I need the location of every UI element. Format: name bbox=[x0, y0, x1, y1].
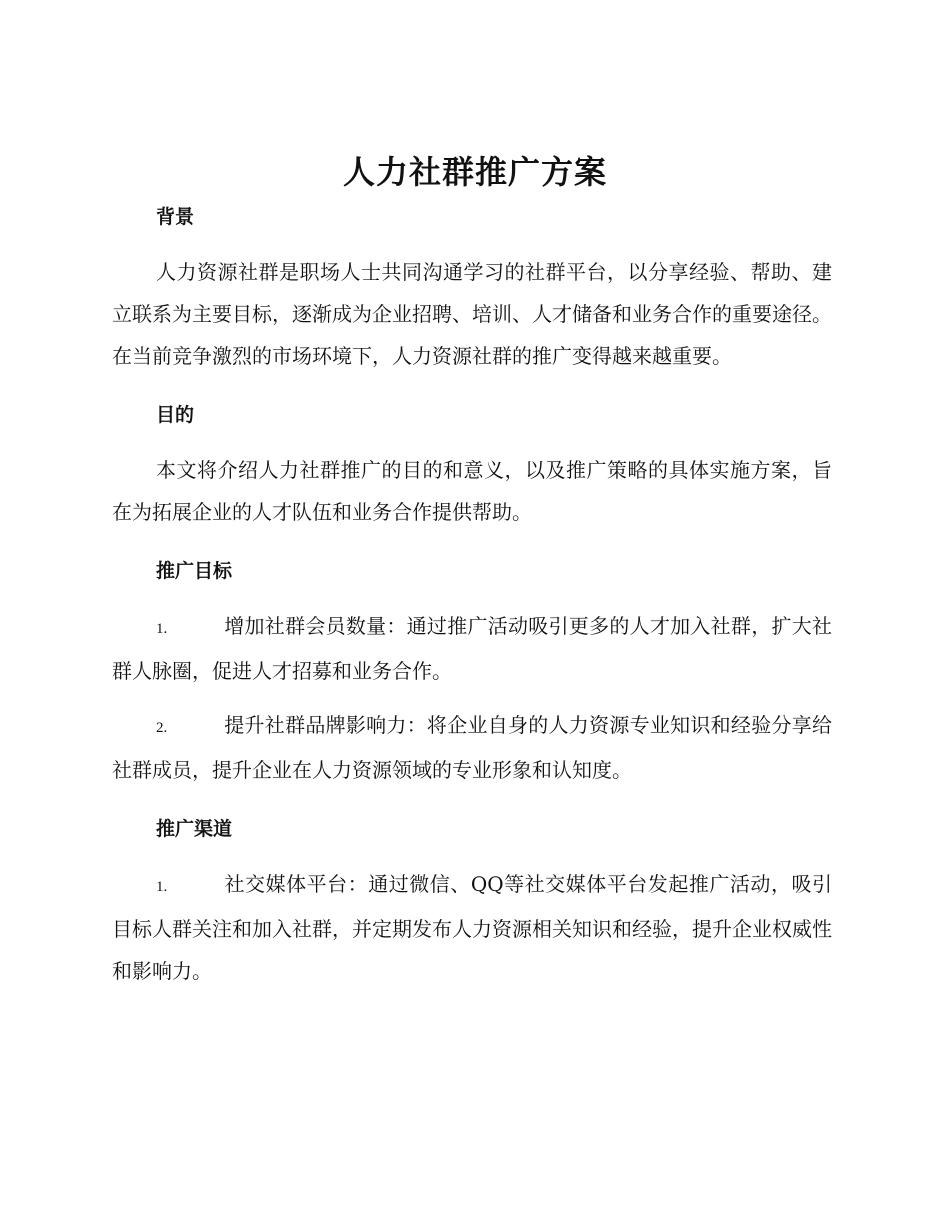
document-title: 人力社群推广方案 bbox=[342, 153, 607, 191]
list-item-text: 社交媒体平台：通过微信、QQ等社交媒体平台发起推广活动，吸引目标人群关注和加入社群，并定期发布人力资源相关知识和经验，提升企业权威性和影响力。 bbox=[112, 872, 832, 983]
section-background bbox=[112, 203, 832, 377]
section-heading: 推广目标 bbox=[156, 560, 233, 582]
list-item-text: 增加社群会员数量：通过推广活动吸引更多的人才加入社群，扩大社群人脉圈，促进人才招募和业务合作。 bbox=[112, 614, 832, 683]
list-item-number: 1. bbox=[156, 879, 168, 895]
section-paragraph: 人力资源社群是职场人士共同沟通学习的社群平台，以分享经验、帮助、建立联系为主要目标，逐渐成为企业招聘、培训、人才储备和业务合作的重要途径。在当前竞争激烈的市场环境下，人力资源社群的推广变得越来越重要。 bbox=[112, 260, 832, 368]
list-item-text: 提升社群品牌影响力：将企业自身的人力资源专业知识和经验分享给社群成员，提升企业在人力资源领域的专业形象和认知度。 bbox=[112, 713, 832, 782]
section-channels bbox=[112, 815, 832, 992]
section-purpose bbox=[112, 401, 832, 533]
list-item bbox=[112, 605, 832, 692]
list-item bbox=[112, 863, 832, 992]
list-item-number: 1. bbox=[156, 621, 168, 637]
list-item-number: 2. bbox=[156, 720, 168, 736]
section-heading: 推广渠道 bbox=[156, 818, 233, 840]
document-body bbox=[112, 203, 832, 992]
section-paragraph: 本文将介绍人力社群推广的目的和意义，以及推广策略的具体实施方案，旨在为拓展企业的人才队伍和业务合作提供帮助。 bbox=[112, 458, 832, 524]
section-heading: 目的 bbox=[156, 404, 195, 426]
section-goals bbox=[112, 557, 832, 791]
section-heading: 背景 bbox=[156, 206, 195, 228]
list-item bbox=[112, 704, 832, 791]
